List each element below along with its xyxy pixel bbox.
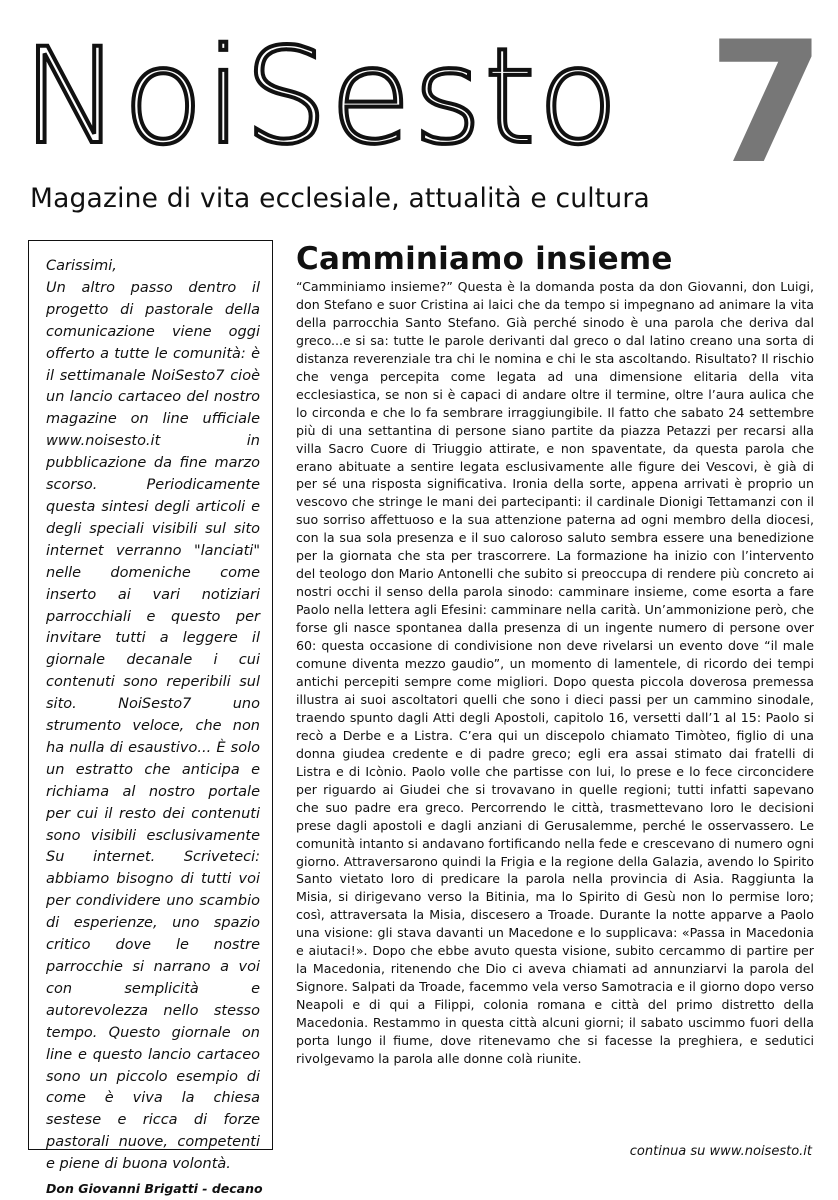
masthead-title: NoiSesto [22,20,621,174]
masthead-number: 7 [708,5,825,201]
article-title: Camminiamo insieme [296,241,673,277]
masthead-tagline: Magazine di vita ecclesiale, attualità e cultura [30,183,650,214]
sidebar-greeting: Carissimi, [46,258,117,274]
main-article [296,240,814,1068]
continue-link[interactable]: continua su www.noisesto.it [629,1144,812,1159]
sidebar-body: Un altro passo dentro il progetto di pastorale della comunicazione viene oggi offerto a tutte le comunità: è il settimanale NoiSesto7 cioè un lancio cartaceo del nostro magazine on line ufficiale www.noisesto.it in pubblicazione da fine marzo scorso. Periodicamente questa sintesi degli articoli e degli speciali visibili sul sito internet verranno "lanciati" nelle domeniche come inserto ai vari notiziari parrocchiali e questo per invitare tutti a leggere il giornale decanale i cui contenuti sono reperibili sul sito. NoiSesto7 uno strumento veloce, che non ha nulla di esaustivo... È solo un estratto che anticipa e richiama al nostro portale per cui il resto dei contenuti sono visibili esclusivamente Su internet. Scriveteci: abbiamo bisogno di tutti voi per condividere uno scambio di esperienze, uno spazio critico dove le nostre parrocchie si narrano a voi con semplicità e autorevolezza nello stesso tempo. Questo giornale on line e questo lancio cartaceo sono un piccolo esempio di come è viva la chiesa sestese e ricca di forze pastorali nuove, competenti e piene di buona volontà. [46,279,260,1173]
sidebar-signature: Don Giovanni Brigatti - decano [46,1181,263,1197]
article-body: “Camminiamo insieme?” Questa è la domanda posta da don Giovanni, don Luigi, don Stefano e suor Cristina ai laici che da tempo si impegnano ad animare la vita della parrocchia Santo Stefano. Già perché sinodo è una parola che deriva dal greco...e si sa: tutte le parole derivanti dal greco o dal latino creano una sorta di distanza reverenziale tra chi le nomina e chi le sta ascoltando. Risultato? Il rischio che venga percepita come legata ad una dimensione elitaria della vita ecclesiastica, se non si è capaci di andare oltre il termine, oltre l’aura aulica che lo circonda e che lo fa sembrare irraggiungibile. Il fatto che sabato 24 settembre più di una settantina di persone siano partite da piazza Petazzi per recarsi alla villa Sacro Cuore di Triuggio attirate, e non spaventate, da questa parola che erano abituate a sentire legata esclusivamente alle figure dei Vescovi, è già di per sé una risposta significativa. Ironia della sorte, appena arrivati è proprio un vescovo che stringe le mani dei partecipanti: il cardinale Dionigi Tettamanzi con il suo sorriso affettuoso e la sua attenzione paterna ad ogni membro della diocesi, con la sua sola presenza e il suo caloroso saluto sembra essere una benedizione per la giornata che sta per trascorrere. La formazione ha inizio con l’intervento del teologo don Mario Antonelli che subito si preoccupa di rendere più concreto ai nostri occhi il senso della parola sinodo: camminare insieme, come esorta a fare Paolo nella lettera agli Efesini: camminare nella carità. Un’ammonizione però, che forse gli nasce spontanea dalla presenza di un ingente numero di persone over 60: questa occasione di condivisione non deve rivelarsi un evento dove “il male comune diventa mezzo gaudio”, un momento di lamentele, di ricordo dei tempi antichi percepiti sempre come migliori. Dopo questa piccola doverosa premessa illustra ai suoi ascoltatori quelli che sono i dieci passi per un cammino sinodale, traendo spunto dagli Atti degli Apostoli, capitolo 16, versetti dall’1 al 15: Paolo si recò a Derbe e a Listra. C’era qui un discepolo chiamato Timòteo, figlio di una donna giudea credente e di padre greco; egli era assai stimato dai fratelli di Listra e di Icònio. Paolo volle che partisse con lui, lo prese e lo fece circoncidere per riguardo ai Giudei che si trovavano in quelle regioni; tutti infatti sapevano che suo padre era greco. Percorrendo le città, trasmettevano loro le decisioni prese dagli apostoli e dagli anziani di Gerusalemme, perché le osservassero. Le comunità intanto si andavano fortificando nella fede e crescevano di numero ogni giorno. Attraversarono quindi la Frigia e la regione della Galazia, avendo lo Spirito Santo vietato loro di predicare la parola nella provincia di Asia. Raggiunta la Misia, si dirigevano verso la Bitinia, ma lo Spirito di Gesù non lo permise loro; così, attraversata la Misia, discesero a Troade. Durante la notte apparve a Paolo una visione: gli stava davanti un Macedone e lo supplicava: «Passa in Macedonia e aiutaci!». Dopo che ebbe avuto questa visione, subito cercammo di partire per la Macedonia, ritenendo che Dio ci aveva chiamati ad annunziarvi la parola del Signore. Salpati da Troade, facemmo vela verso Samotracia e il giorno dopo verso Neapoli e di qui a Filippi, colonia romana e città del primo distretto della Macedonia. Restammo in questa città alcuni giorni; il sabato uscimmo fuori della porta lungo il fiume, dove ritenevamo che si facesse la preghiera, e sedutici rivolgevamo la parola alle donne colà riunite. [296,279,814,1066]
editorial-sidebar [28,240,273,1197]
